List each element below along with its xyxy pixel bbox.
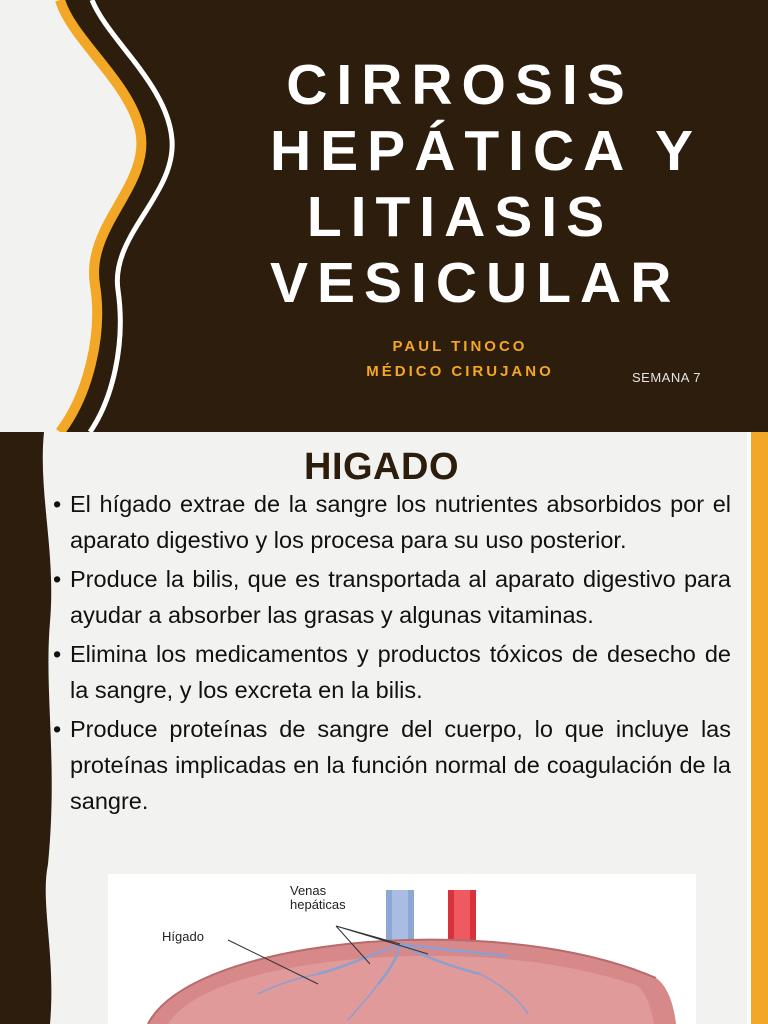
- title-line: CIRROSIS: [286, 53, 634, 117]
- decorative-wave: [0, 0, 200, 432]
- decorative-right-bar: [751, 864, 768, 1024]
- heading-text: HIGADO: [304, 446, 459, 488]
- title-slide: [0, 0, 768, 432]
- bullet-icon: •: [53, 641, 62, 667]
- label-line: Venas: [290, 883, 327, 898]
- label-line: hepáticas: [290, 897, 346, 912]
- list-item: [53, 711, 731, 819]
- slide-heading: [0, 446, 768, 489]
- bullet-icon: •: [53, 491, 62, 517]
- title-line: HEPÁTICA Y: [270, 119, 703, 183]
- bullet-text: El hígado extrae de la sangre los nutrientes absorbidos por el aparato digestivo y los procesa para su uso posterior.: [70, 491, 731, 553]
- liver-slide: [0, 432, 768, 864]
- title-line: VESICULAR: [270, 251, 681, 315]
- liver-drawing: [108, 874, 696, 1024]
- illustration-slide: [0, 864, 768, 1024]
- list-item: [53, 486, 731, 558]
- bullet-list: [53, 486, 731, 822]
- author-role: MÉDICO CIRUJANO: [366, 363, 554, 380]
- presentation-title: [270, 52, 703, 316]
- list-item: [53, 561, 731, 633]
- bullet-icon: •: [53, 716, 62, 742]
- author-name: PAUL TINOCO: [392, 338, 528, 355]
- decorative-left-band: [0, 432, 60, 864]
- decorative-left-band: [0, 864, 60, 1024]
- liver-illustration: [108, 874, 696, 1024]
- list-item: [53, 636, 731, 708]
- week-label: SEMANA 7: [632, 370, 702, 385]
- bullet-text: Elimina los medicamentos y productos tóxicos de desecho de la sangre, y los excreta en la bilis.: [70, 641, 731, 703]
- title-line: LITIASIS: [306, 185, 614, 249]
- label-venas-hepaticas: [290, 884, 346, 912]
- bullet-icon: •: [53, 566, 62, 592]
- decorative-right-bar: [751, 432, 768, 864]
- bullet-text: Produce la bilis, que es transportada al aparato digestivo para ayudar a absorber las grasas y algunas vitaminas.: [70, 566, 731, 628]
- bullet-text: Produce proteínas de sangre del cuerpo, lo que incluye las proteínas implicadas en la función normal de coagulación de la sangre.: [70, 716, 731, 814]
- label-higado: Hígado: [162, 929, 204, 944]
